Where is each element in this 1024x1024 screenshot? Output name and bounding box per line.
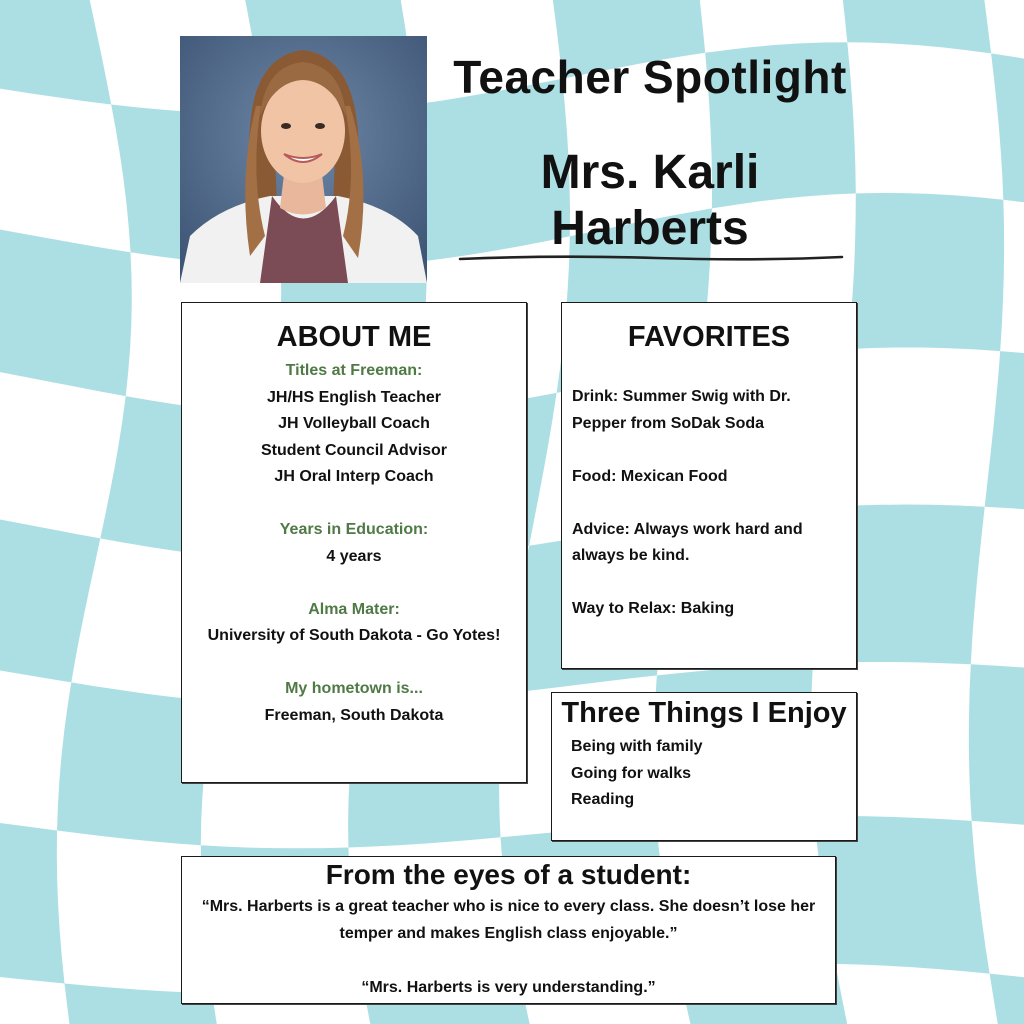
teacher-name-line2: Harberts xyxy=(551,202,749,255)
favorite-drink: Drink: Summer Swig with Dr. Pepper from SoDak Soda xyxy=(572,388,791,432)
three-things-heading: Three Things I Enjoy xyxy=(561,697,847,729)
titles-label: Titles at Freeman: xyxy=(285,362,423,379)
about-me-box xyxy=(181,302,527,783)
checker-tile xyxy=(0,0,111,105)
checker-tile xyxy=(0,813,65,984)
title-item: JH/HS English Teacher xyxy=(267,388,441,406)
checker-tile xyxy=(985,351,1024,521)
hometown-value: Freeman, South Dakota xyxy=(264,706,444,724)
student-quotes-heading: From the eyes of a student: xyxy=(325,859,692,890)
page-title: Teacher Spotlight xyxy=(453,51,847,103)
alma-mater-value: University of South Dakota - Go Yotes! xyxy=(207,627,501,644)
enjoy-item: Going for walks xyxy=(571,764,692,782)
checker-tile xyxy=(831,0,991,53)
favorite-relax: Way to Relax: Baking xyxy=(572,600,735,617)
years-label: Years in Education: xyxy=(279,521,429,538)
student-quote-1: “Mrs. Harberts is a great teacher who is nice to every class. She doesn’t lose her temper and makes English class enjoyable.” xyxy=(201,898,816,942)
title-item: JH Oral Interp Coach xyxy=(274,468,434,485)
about-me-heading: ABOUT ME xyxy=(276,321,432,353)
favorites-box xyxy=(561,302,857,669)
alma-mater-label: Alma Mater: xyxy=(308,600,400,618)
student-quotes-box xyxy=(181,856,836,1004)
student-quote-2: “Mrs. Harberts is very understanding.” xyxy=(361,979,656,996)
enjoy-item: Reading xyxy=(571,791,635,808)
enjoy-item: Being with family xyxy=(571,738,703,755)
favorites-heading: FAVORITES xyxy=(627,321,791,353)
checker-tile xyxy=(969,664,1024,834)
checker-tile xyxy=(0,511,100,682)
title-item: Student Council Advisor xyxy=(260,441,448,459)
three-things-box xyxy=(551,692,857,841)
teacher-name xyxy=(470,145,830,257)
title-item: JH Volleyball Coach xyxy=(278,415,430,432)
checker-tile xyxy=(991,53,1024,223)
checker-tile xyxy=(0,225,132,396)
teacher-photo xyxy=(180,36,427,283)
checker-tile xyxy=(990,974,1024,1024)
favorite-advice: Advice: Always work hard and always be kind. xyxy=(572,520,803,564)
teacher-name-line1: Mrs. Karli xyxy=(540,146,760,199)
checker-tile xyxy=(848,193,1004,351)
name-underline xyxy=(456,250,846,270)
favorite-food: Food: Mexican Food xyxy=(572,467,728,485)
hometown-label: My hometown is... xyxy=(285,680,423,697)
years-value: 4 years xyxy=(326,547,382,565)
